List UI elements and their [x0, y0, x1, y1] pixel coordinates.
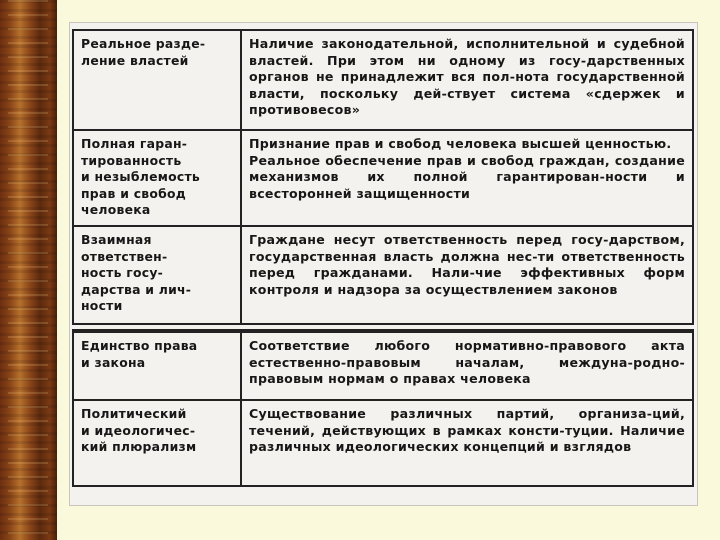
- principle-text: Единство права и закона: [81, 338, 198, 370]
- principle-text: Полная гаран- тированность и незыблемость прав и свобод человека: [81, 136, 200, 217]
- table-row: [73, 30, 693, 130]
- description-text: Соответствие любого нормативно-правового акта естественно-правовым началам, междуна-родно-правовым нормам о правах человека: [249, 338, 685, 386]
- principle-cell: [73, 400, 241, 486]
- rule-of-law-table: [72, 29, 694, 487]
- principle-text: Взаимная ответствен- ность госу- дарства и лич- ности: [81, 232, 192, 313]
- table-gap: [73, 324, 693, 331]
- table-row: [73, 331, 693, 400]
- description-text: Существование различных партий, организа-ций, течений, действующих в рамках консти-туции. Наличие различных идеологических концепций и взглядов: [249, 406, 685, 454]
- table-row: [73, 226, 693, 324]
- principle-cell: [73, 226, 241, 324]
- principle-cell: [73, 30, 241, 130]
- principle-cell: [73, 331, 241, 400]
- description-cell: [241, 400, 693, 486]
- description-text: Наличие законодательной, исполнительной и судебной властей. При этом ни одному из госу-дарственных органов не принадлежит вся пол-нота государственной власти, поскольку дей-ствует система «сдержек и противовесов»: [249, 36, 685, 117]
- principle-cell: [73, 130, 241, 226]
- description-cell: [241, 30, 693, 130]
- description-cell: [241, 331, 693, 400]
- description-text: Признание прав и свобод человека высшей ценностью. Реальное обеспечение прав и свобод граждан, создание механизмов их полной гарантирован-ности и всесторонней защищенности: [249, 136, 685, 201]
- decorative-side-strip: [0, 0, 57, 540]
- table-row: [73, 130, 693, 226]
- principle-text: Реальное разде- ление властей: [81, 36, 206, 68]
- table-row: [73, 400, 693, 486]
- description-text: Граждане несут ответственность перед госу-дарством, государственная власть должна нес-ти ответственность перед гражданами. Нали-чие эффективных форм контроля и надзора за осуществлением законов: [249, 232, 685, 297]
- description-cell: [241, 130, 693, 226]
- description-cell: [241, 226, 693, 324]
- gap-cell: [73, 324, 693, 331]
- principle-text: Политический и идеологичес- кий плюрализм: [81, 406, 197, 454]
